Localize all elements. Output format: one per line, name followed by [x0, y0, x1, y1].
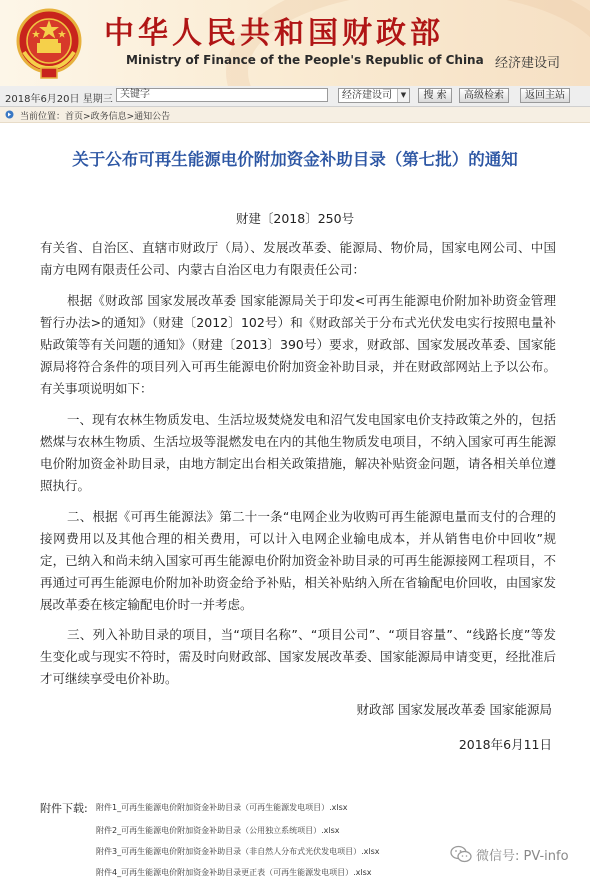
search-button[interactable]: 搜 索 — [418, 88, 452, 103]
site-header-banner — [0, 0, 590, 87]
body-paragraph: 二、根据《可再生能源法》第二十一条“电网企业为收购可再生能源电量而支付的合理的接网费用以及其他合理的相关费用，可以计入电网企业输电成本，并从销售电价中回收”规定，已纳入和尚未纳入国家可再生能源电价附加资金补助目录的可再生能源接网工程项目，不再通过可再生能源电价附加补助资金给予补贴，相关补贴纳入所在省输配电价回收，由国家发展改革委在核定输配电价时一并考虑。 — [40, 509, 556, 612]
national-emblem-icon — [14, 6, 84, 80]
attachments-label: 附件下载: — [40, 802, 88, 815]
breadcrumb-label: 当前位置： — [20, 112, 66, 122]
site-title-english: Ministry of Finance of the People's Republic of China — [126, 53, 484, 67]
scope-select[interactable] — [338, 88, 410, 103]
department-name: 经济建设司 — [494, 56, 560, 71]
return-home-button[interactable]: 返回主站 — [520, 88, 570, 103]
addressee-paragraph: 有关省、自治区、直辖市财政厅（局）、发展改革委、能源局、物价局，国家电网公司、中国南方电网有限责任公司、内蒙古自治区电力有限责任公司： — [40, 240, 556, 277]
attachment-link[interactable]: 附件4_可再生能源电价附加资金补助目录更正表（可再生能源发电项目）.xlsx — [96, 868, 372, 877]
attachment-link[interactable]: 附件2_可再生能源电价附加资金补助目录（公用独立系统项目）.xlsx — [96, 826, 340, 835]
current-date: 2018年6月20日 星期三 — [5, 94, 113, 105]
breadcrumb — [0, 107, 590, 123]
signatory: 财政部 国家发展改革委 国家能源局 — [356, 702, 552, 717]
watermark-text: 微信号: PV-info — [476, 849, 569, 864]
breadcrumb-separator: > — [126, 112, 135, 122]
breadcrumb-trail — [20, 109, 170, 122]
body-paragraph: 一、现有农林生物质发电、生活垃圾焚烧发电和沼气发电国家电价支持政策之外的，包括燃煤与农林生物质、生活垃圾等混燃发电在内的其他生物质发电项目，不纳入国家可再生能源电价附加资金补助目录，由地方制定出台相关政策措施，解决补贴资金问题，请各相关单位遵照执行。 — [40, 412, 556, 493]
wechat-watermark — [450, 843, 590, 865]
body-paragraph: 三、列入补助目录的项目，当“项目名称”、“项目公司”、“项目容量”、“线路长度”等发生变化或与现实不符时，需及时向财政部、国家发展改革委、国家能源局申请变更，经批准后才可继续享受电价补助。 — [40, 627, 556, 686]
attachment-link[interactable]: 附件1_可再生能源电价附加资金补助目录（可再生能源发电项目）.xlsx — [96, 803, 348, 812]
breadcrumb-gov-info[interactable]: 政务信息 — [90, 112, 127, 122]
scope-select-value: 经济建设司 — [342, 90, 392, 101]
chevron-down-icon: ▼ — [397, 89, 409, 102]
breadcrumb-home[interactable]: 首页 — [65, 112, 84, 122]
attachment-link[interactable]: 附件3_可再生能源电价附加资金补助目录（非自然人分布式光伏发电项目）.xlsx — [96, 847, 380, 856]
site-title: 中华人民共和国财政部 — [104, 16, 444, 51]
body-paragraph: 根据《财政部 国家发展改革委 国家能源局关于印发<可再生能源电价附加补助资金管理暂行办法>的通知》（财建〔2012〕102号）和《财政部关于分布式光伏发电实行按照电量补贴政策等有关问题的通知》（财建〔2013〕390号）要求，财政部、国家发展改革委、国家能源局将符合条件的项目列入可再生能源电价附加资金补助目录，并在财政部网站上予以公布。有关事项说明如下： — [40, 293, 556, 396]
article-title: 关于公布可再生能源电价附加资金补助目录（第七批）的通知 — [72, 150, 518, 169]
wechat-icon — [450, 845, 472, 863]
advanced-search-button[interactable]: 高级检索 — [459, 88, 509, 103]
search-input[interactable]: 关键字 — [116, 88, 328, 102]
breadcrumb-notices[interactable]: 通知公告 — [134, 112, 171, 122]
issue-date: 2018年6月11日 — [458, 737, 552, 752]
search-toolbar — [0, 86, 590, 107]
location-icon — [5, 110, 14, 119]
document-number: 财建〔2018〕250号 — [235, 211, 355, 226]
breadcrumb-separator: > — [83, 112, 91, 122]
